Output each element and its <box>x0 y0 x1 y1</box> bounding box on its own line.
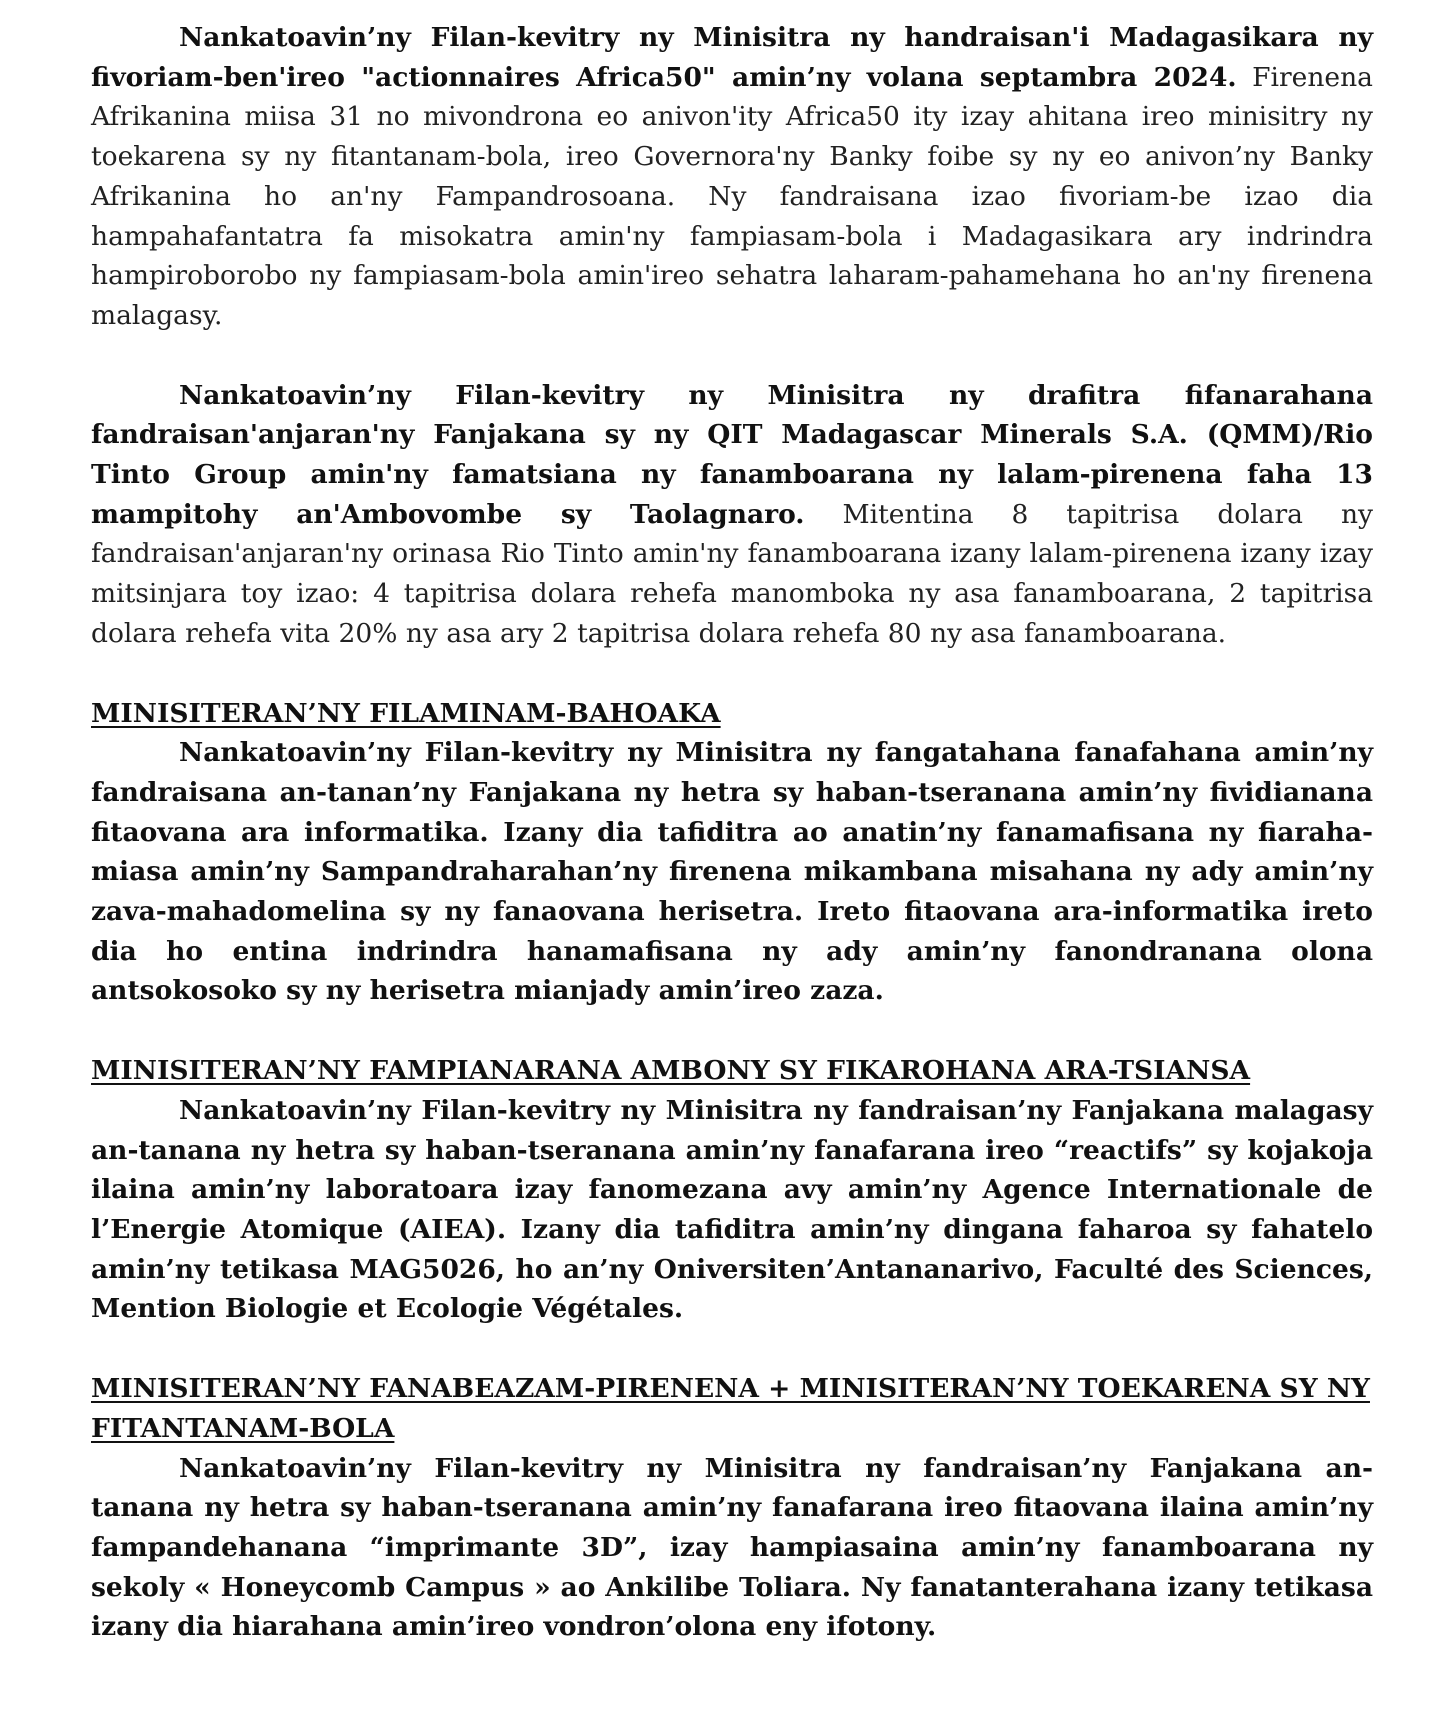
section-text-fanabeazam-pirenena: Nankatoavin’ny Filan-kevitry ny Minisitra ny fandraisan’ny Fanjakana an-tanana ny hetra sy haban-tseranana amin’ny fanafarana ireo fitaovana ilaina amin’ny fampandehanana “imprimante 3D”, izay hampiasaina amin’ny fanamboarana ny sekoly « Honeycomb Campus » ao Ankilibe Toliara. Ny fanatanterahana izany tetikasa izany dia hiarahana amin’ireo vondron’olona eny ifotony. <box>91 1452 1373 1643</box>
section-text-fampianarana-ambony: Nankatoavin’ny Filan-kevitry ny Minisitra ny fandraisan’ny Fanjakana malagasy an-tanana ny hetra sy haban-tseranana amin’ny fanafarana ireo “reactifs” sy kojakoja ilaina amin’ny laboratoara izay fanomezana avy amin’ny Agence Internationale de l’Energie Atomique (AIEA). Izany dia tafiditra amin’ny dingana faharoa sy fahatelo amin’ny tetikasa MAG5026, ho an’ny Oniversiten’Antananarivo, Faculté des Sciences, Mention Biologie et Ecologie Végétales. <box>91 1094 1373 1325</box>
section-heading-filaminam-bahoaka: MINISITERAN’NY FILAMINAM-BAHOAKA <box>91 697 721 729</box>
spacer <box>91 1011 1373 1051</box>
spacer <box>91 336 1373 376</box>
section-heading-fanabeazam-pirenena: MINISITERAN’NY FANABEAZAM-PIRENENA + MINISITERAN’NY TOEKARENA SY NY FITANTANAM-BOLA <box>91 1373 1370 1444</box>
section-heading-fampianarana-ambony: MINISITERAN’NY FAMPIANARANA AMBONY SY FIKAROHANA ARA-TSIANSA <box>91 1055 1251 1087</box>
paragraph-africa50-decision: Nankatoavin’ny Filan-kevitry ny Minisitra ny handraisan'i Madagasikara ny fivoriam-ben'ireo "actionnaires Africa50" amin’ny volana septambra 2024. <box>91 22 1373 93</box>
spacer <box>91 654 1373 694</box>
spacer <box>91 1329 1373 1369</box>
paragraph-qmm-details: Mitentina 8 tapitrisa dolara ny fandraisan'anjaran'ny orinasa Rio Tinto amin'ny fanamboarana izany lalam-pirenena izany izay mitsinjara toy izao: 4 tapitrisa dolara rehefa manomboka ny asa fanamboarana, 2 tapitrisa dolara rehefa vita 20% ny asa ary 2 tapitrisa dolara rehefa 80 ny asa fanamboarana. <box>91 498 1373 649</box>
paragraph-qmm-rio-tinto <box>91 376 1373 654</box>
paragraph-africa50-details: Firenena Afrikanina miisa 31 no mivondrona eo anivon'ity Africa50 ity izay ahitana ireo minisitry ny toekarena sy ny fitantanam-bola, ireo Governora'ny Banky foibe sy ny eo anivon’ny Banky Afrikanina ho an'ny Fampandrosoana. Ny fandraisana izao fivoriam-be izao dia hampahafantatra fa misokatra amin'ny fampiasam-bola i Madagasikara ary indrindra hampiroborobo ny fampiasam-bola amin'ireo sehatra laharam-pahamehana ho an'ny firenena malagasy. <box>91 61 1373 331</box>
paragraph-qmm-decision: Nankatoavin’ny Filan-kevitry ny Minisitra ny drafitra fifanarahana fandraisan'anjaran'ny Fanjakana sy ny QIT Madagascar Minerals S.A. (QMM)/Rio Tinto Group amin'ny famatsiana ny fanamboarana ny lalam-pirenena faha 13 mampitohy an'Ambovombe sy Taolagnaro. <box>91 379 1373 530</box>
paragraph-africa50 <box>91 18 1373 336</box>
section-text-filaminam-bahoaka: Nankatoavin’ny Filan-kevitry ny Minisitra ny fangatahana fanafahana amin’ny fandraisana an-tanan’ny Fanjakana ny hetra sy haban-tseranana amin’ny fividianana fitaovana ara informatika. Izany dia tafiditra ao anatin’ny fanamafisana ny fiaraha-miasa amin’ny Sampandraharahan’ny firenena mikambana misahana ny ady amin’ny zava-mahadomelina sy ny fanaovana herisetra. Ireto fitaovana ara-informatika ireto dia ho entina indrindra hanamafisana ny ady amin’ny fanondranana olona antsokosoko sy ny herisetra mianjady amin’ireo zaza. <box>91 737 1373 1007</box>
